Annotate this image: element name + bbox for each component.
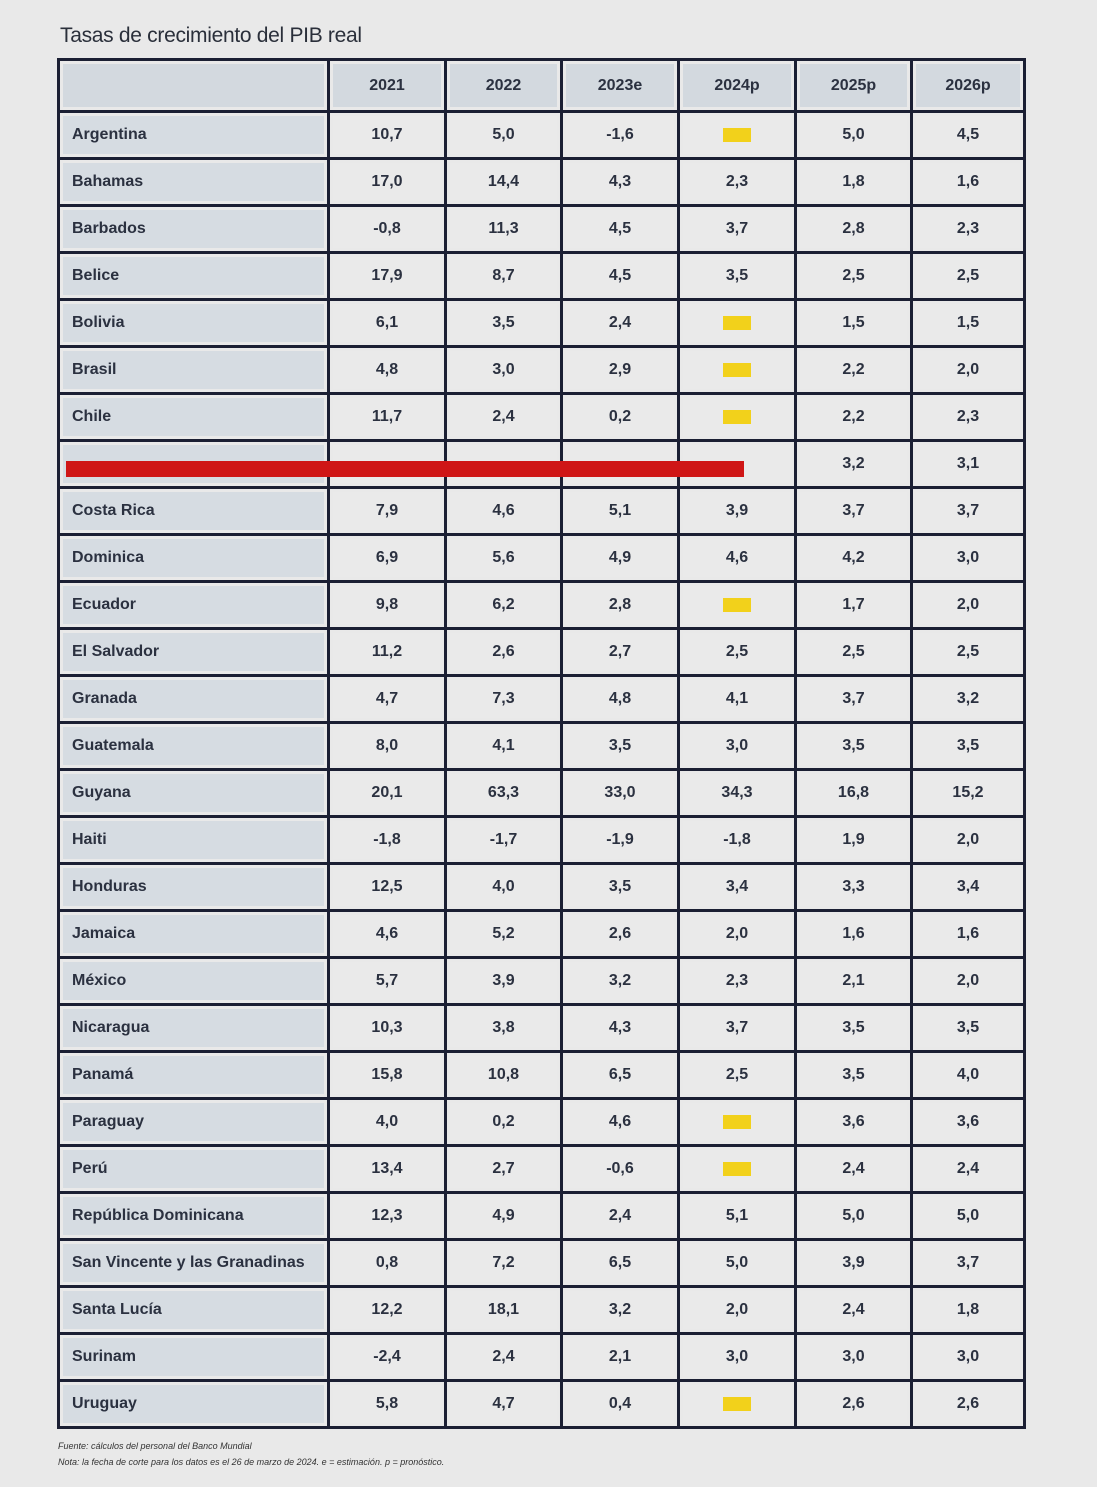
value-cell: 4,5: [562, 253, 679, 300]
value-cell: 0,8: [329, 1240, 446, 1287]
highlight-marker: [723, 410, 751, 424]
table-row: [59, 394, 1025, 441]
value-cell: 63,3: [446, 770, 562, 817]
highlight-marker: [723, 1115, 751, 1129]
table-row: [59, 488, 1025, 535]
value-cell: 5,1: [562, 488, 679, 535]
value-cell: 3,7: [912, 1240, 1025, 1287]
country-cell: República Dominicana: [59, 1193, 329, 1240]
value-cell: 1,8: [796, 159, 912, 206]
table-row: [59, 112, 1025, 159]
value-cell: 12,2: [329, 1287, 446, 1334]
value-cell: 3,8: [446, 1005, 562, 1052]
table-row: [59, 864, 1025, 911]
table-row: [59, 582, 1025, 629]
value-cell: 3,0: [912, 1334, 1025, 1381]
country-cell: Paraguay: [59, 1099, 329, 1146]
value-cell: 5,0: [679, 1240, 796, 1287]
value-cell: 5,2: [446, 911, 562, 958]
table-row: [59, 347, 1025, 394]
country-cell: Ecuador: [59, 582, 329, 629]
table-row: [59, 1381, 1025, 1428]
value-cell: 3,5: [679, 253, 796, 300]
value-cell: 3,9: [679, 488, 796, 535]
country-cell: Guatemala: [59, 723, 329, 770]
country-cell: Santa Lucía: [59, 1287, 329, 1334]
value-cell: 2,2: [796, 347, 912, 394]
value-cell: 3,5: [912, 1005, 1025, 1052]
value-cell: 4,5: [912, 112, 1025, 159]
value-cell: [679, 394, 796, 441]
value-cell: 4,3: [562, 159, 679, 206]
header-corner: [59, 60, 329, 112]
value-cell: 10,7: [329, 112, 446, 159]
value-cell: 5,0: [912, 1193, 1025, 1240]
value-cell: 3,5: [562, 864, 679, 911]
highlight-marker: [723, 1162, 751, 1176]
value-cell: 4,7: [329, 676, 446, 723]
value-cell: -1,8: [329, 817, 446, 864]
country-cell: Uruguay: [59, 1381, 329, 1428]
value-cell: 4,2: [796, 535, 912, 582]
value-cell: 2,6: [446, 629, 562, 676]
country-cell: Chile: [59, 394, 329, 441]
value-cell: 2,1: [562, 1334, 679, 1381]
header-row: [59, 60, 1025, 112]
value-cell: 4,9: [562, 535, 679, 582]
value-cell: 17,9: [329, 253, 446, 300]
column-header: 2026p: [912, 60, 1025, 112]
highlight-marker: [723, 1397, 751, 1411]
column-header: 2022: [446, 60, 562, 112]
value-cell: 2,7: [562, 629, 679, 676]
value-cell: 1,5: [796, 300, 912, 347]
value-cell: 2,6: [796, 1381, 912, 1428]
value-cell: 1,7: [796, 582, 912, 629]
value-cell: 5,0: [796, 112, 912, 159]
value-cell: 2,5: [679, 629, 796, 676]
table-body: [59, 112, 1025, 1428]
value-cell: 1,6: [796, 911, 912, 958]
country-cell: Barbados: [59, 206, 329, 253]
value-cell: 3,4: [679, 864, 796, 911]
country-cell: Guyana: [59, 770, 329, 817]
value-cell: 9,8: [329, 582, 446, 629]
value-cell: 2,4: [562, 300, 679, 347]
value-cell: 1,6: [912, 159, 1025, 206]
value-cell: 3,7: [796, 488, 912, 535]
country-cell: México: [59, 958, 329, 1005]
table-row: [59, 770, 1025, 817]
value-cell: 3,2: [912, 676, 1025, 723]
country-cell: Argentina: [59, 112, 329, 159]
value-cell: 7,3: [446, 676, 562, 723]
value-cell: 1,6: [912, 911, 1025, 958]
value-cell: 6,5: [562, 1052, 679, 1099]
value-cell: 6,2: [446, 582, 562, 629]
value-cell: 2,3: [679, 958, 796, 1005]
value-cell: 3,5: [562, 723, 679, 770]
table-row: [59, 1193, 1025, 1240]
redaction-bar: [66, 461, 744, 477]
column-header: 2021: [329, 60, 446, 112]
value-cell: 4,6: [446, 488, 562, 535]
value-cell: 4,3: [562, 1005, 679, 1052]
table-row: [59, 911, 1025, 958]
value-cell: 2,5: [679, 1052, 796, 1099]
value-cell: 2,8: [796, 206, 912, 253]
value-cell: 3,3: [796, 864, 912, 911]
value-cell: 4,7: [446, 1381, 562, 1428]
highlight-marker: [723, 128, 751, 142]
value-cell: 2,0: [912, 582, 1025, 629]
value-cell: 5,0: [446, 112, 562, 159]
value-cell: 4,9: [446, 1193, 562, 1240]
highlight-marker: [723, 363, 751, 377]
country-cell: Jamaica: [59, 911, 329, 958]
value-cell: 3,7: [679, 206, 796, 253]
value-cell: 3,0: [679, 723, 796, 770]
value-cell: 2,5: [796, 629, 912, 676]
value-cell: 11,2: [329, 629, 446, 676]
value-cell: 34,3: [679, 770, 796, 817]
value-cell: 2,2: [796, 394, 912, 441]
value-cell: 3,2: [562, 1287, 679, 1334]
value-cell: 16,8: [796, 770, 912, 817]
value-cell: 4,8: [329, 347, 446, 394]
value-cell: 15,8: [329, 1052, 446, 1099]
value-cell: 2,4: [912, 1146, 1025, 1193]
table-row: [59, 676, 1025, 723]
value-cell: 3,5: [796, 723, 912, 770]
gdp-growth-table: [57, 58, 1026, 1429]
value-cell: 20,1: [329, 770, 446, 817]
value-cell: 1,5: [912, 300, 1025, 347]
value-cell: 5,0: [796, 1193, 912, 1240]
value-cell: 3,5: [796, 1005, 912, 1052]
table-row: [59, 253, 1025, 300]
table-row: [59, 159, 1025, 206]
value-cell: -1,9: [562, 817, 679, 864]
country-cell: San Vincente y las Granadinas: [59, 1240, 329, 1287]
table-title: Tasas de crecimiento del PIB real: [60, 24, 362, 47]
value-cell: 2,0: [679, 1287, 796, 1334]
country-cell: Costa Rica: [59, 488, 329, 535]
value-cell: 2,1: [796, 958, 912, 1005]
value-cell: -0,8: [329, 206, 446, 253]
value-cell: -1,8: [679, 817, 796, 864]
country-cell: Nicaragua: [59, 1005, 329, 1052]
value-cell: [679, 582, 796, 629]
value-cell: 2,9: [562, 347, 679, 394]
table-row: [59, 1334, 1025, 1381]
value-cell: 2,4: [562, 1193, 679, 1240]
value-cell: 11,3: [446, 206, 562, 253]
value-cell: 7,9: [329, 488, 446, 535]
value-cell: 3,9: [446, 958, 562, 1005]
value-cell: 2,0: [912, 347, 1025, 394]
value-cell: 2,7: [446, 1146, 562, 1193]
table-row: [59, 1099, 1025, 1146]
value-cell: 4,5: [562, 206, 679, 253]
value-cell: 2,4: [796, 1146, 912, 1193]
value-cell: 3,7: [796, 676, 912, 723]
country-cell: Bolivia: [59, 300, 329, 347]
highlight-marker: [723, 316, 751, 330]
value-cell: 2,6: [562, 911, 679, 958]
value-cell: 10,3: [329, 1005, 446, 1052]
value-cell: 2,5: [796, 253, 912, 300]
country-cell: Bahamas: [59, 159, 329, 206]
column-header: 2025p: [796, 60, 912, 112]
value-cell: 3,4: [912, 864, 1025, 911]
country-cell: Surinam: [59, 1334, 329, 1381]
table-row: [59, 1052, 1025, 1099]
value-cell: 18,1: [446, 1287, 562, 1334]
column-header: 2023e: [562, 60, 679, 112]
table-row: [59, 958, 1025, 1005]
value-cell: 2,0: [679, 911, 796, 958]
value-cell: 3,5: [796, 1052, 912, 1099]
value-cell: 5,7: [329, 958, 446, 1005]
value-cell: -0,6: [562, 1146, 679, 1193]
footnote-source: Fuente: cálculos del personal del Banco Mundial: [58, 1441, 252, 1451]
value-cell: 6,1: [329, 300, 446, 347]
value-cell: 2,6: [912, 1381, 1025, 1428]
table-row: [59, 723, 1025, 770]
table-row: [59, 1146, 1025, 1193]
value-cell: 2,5: [912, 629, 1025, 676]
value-cell: 3,2: [796, 441, 912, 488]
value-cell: 4,6: [329, 911, 446, 958]
value-cell: 4,6: [562, 1099, 679, 1146]
value-cell: 8,7: [446, 253, 562, 300]
table-row: [59, 817, 1025, 864]
value-cell: -1,6: [562, 112, 679, 159]
value-cell: 4,8: [562, 676, 679, 723]
value-cell: 12,3: [329, 1193, 446, 1240]
value-cell: 10,8: [446, 1052, 562, 1099]
table-row: [59, 629, 1025, 676]
value-cell: 6,5: [562, 1240, 679, 1287]
value-cell: -2,4: [329, 1334, 446, 1381]
value-cell: 2,4: [796, 1287, 912, 1334]
country-cell: Granada: [59, 676, 329, 723]
value-cell: 2,3: [912, 206, 1025, 253]
value-cell: 4,1: [679, 676, 796, 723]
column-header: 2024p: [679, 60, 796, 112]
value-cell: 4,0: [912, 1052, 1025, 1099]
value-cell: [679, 1099, 796, 1146]
value-cell: 12,5: [329, 864, 446, 911]
value-cell: 0,2: [446, 1099, 562, 1146]
value-cell: 4,1: [446, 723, 562, 770]
value-cell: 3,7: [679, 1005, 796, 1052]
value-cell: 1,8: [912, 1287, 1025, 1334]
value-cell: 3,0: [912, 535, 1025, 582]
value-cell: 33,0: [562, 770, 679, 817]
value-cell: -1,7: [446, 817, 562, 864]
country-cell: Perú: [59, 1146, 329, 1193]
value-cell: 11,7: [329, 394, 446, 441]
value-cell: 3,9: [796, 1240, 912, 1287]
value-cell: 2,4: [446, 394, 562, 441]
table-row: [59, 535, 1025, 582]
value-cell: [679, 1146, 796, 1193]
value-cell: [679, 112, 796, 159]
value-cell: 3,6: [912, 1099, 1025, 1146]
value-cell: 0,2: [562, 394, 679, 441]
value-cell: 2,3: [912, 394, 1025, 441]
table-row: [59, 206, 1025, 253]
value-cell: 6,9: [329, 535, 446, 582]
value-cell: 4,6: [679, 535, 796, 582]
country-cell: Brasil: [59, 347, 329, 394]
value-cell: 13,4: [329, 1146, 446, 1193]
value-cell: 3,6: [796, 1099, 912, 1146]
table-row: [59, 1287, 1025, 1334]
table-row: [59, 300, 1025, 347]
value-cell: [679, 1381, 796, 1428]
value-cell: 3,0: [679, 1334, 796, 1381]
value-cell: 2,8: [562, 582, 679, 629]
value-cell: 3,7: [912, 488, 1025, 535]
value-cell: [679, 300, 796, 347]
value-cell: 3,1: [912, 441, 1025, 488]
country-cell: Panamá: [59, 1052, 329, 1099]
value-cell: 2,3: [679, 159, 796, 206]
value-cell: 0,4: [562, 1381, 679, 1428]
value-cell: [679, 347, 796, 394]
country-cell: Dominica: [59, 535, 329, 582]
value-cell: 2,4: [446, 1334, 562, 1381]
value-cell: 1,9: [796, 817, 912, 864]
country-cell: Honduras: [59, 864, 329, 911]
value-cell: 8,0: [329, 723, 446, 770]
value-cell: 2,0: [912, 958, 1025, 1005]
value-cell: 2,5: [912, 253, 1025, 300]
value-cell: 3,0: [796, 1334, 912, 1381]
country-cell: Haiti: [59, 817, 329, 864]
value-cell: 14,4: [446, 159, 562, 206]
value-cell: 2,0: [912, 817, 1025, 864]
value-cell: 3,0: [446, 347, 562, 394]
table-row: [59, 1240, 1025, 1287]
highlight-marker: [723, 598, 751, 612]
country-cell: Belice: [59, 253, 329, 300]
value-cell: 7,2: [446, 1240, 562, 1287]
value-cell: 3,5: [446, 300, 562, 347]
value-cell: 4,0: [329, 1099, 446, 1146]
table-row: [59, 1005, 1025, 1052]
value-cell: 3,5: [912, 723, 1025, 770]
country-cell: El Salvador: [59, 629, 329, 676]
value-cell: 3,2: [562, 958, 679, 1005]
value-cell: 5,6: [446, 535, 562, 582]
value-cell: 17,0: [329, 159, 446, 206]
value-cell: 4,0: [446, 864, 562, 911]
footnote-note: Nota: la fecha de corte para los datos es el 26 de marzo de 2024. e = estimación. p = pronóstico.: [58, 1457, 445, 1467]
value-cell: 5,8: [329, 1381, 446, 1428]
value-cell: 15,2: [912, 770, 1025, 817]
value-cell: 5,1: [679, 1193, 796, 1240]
